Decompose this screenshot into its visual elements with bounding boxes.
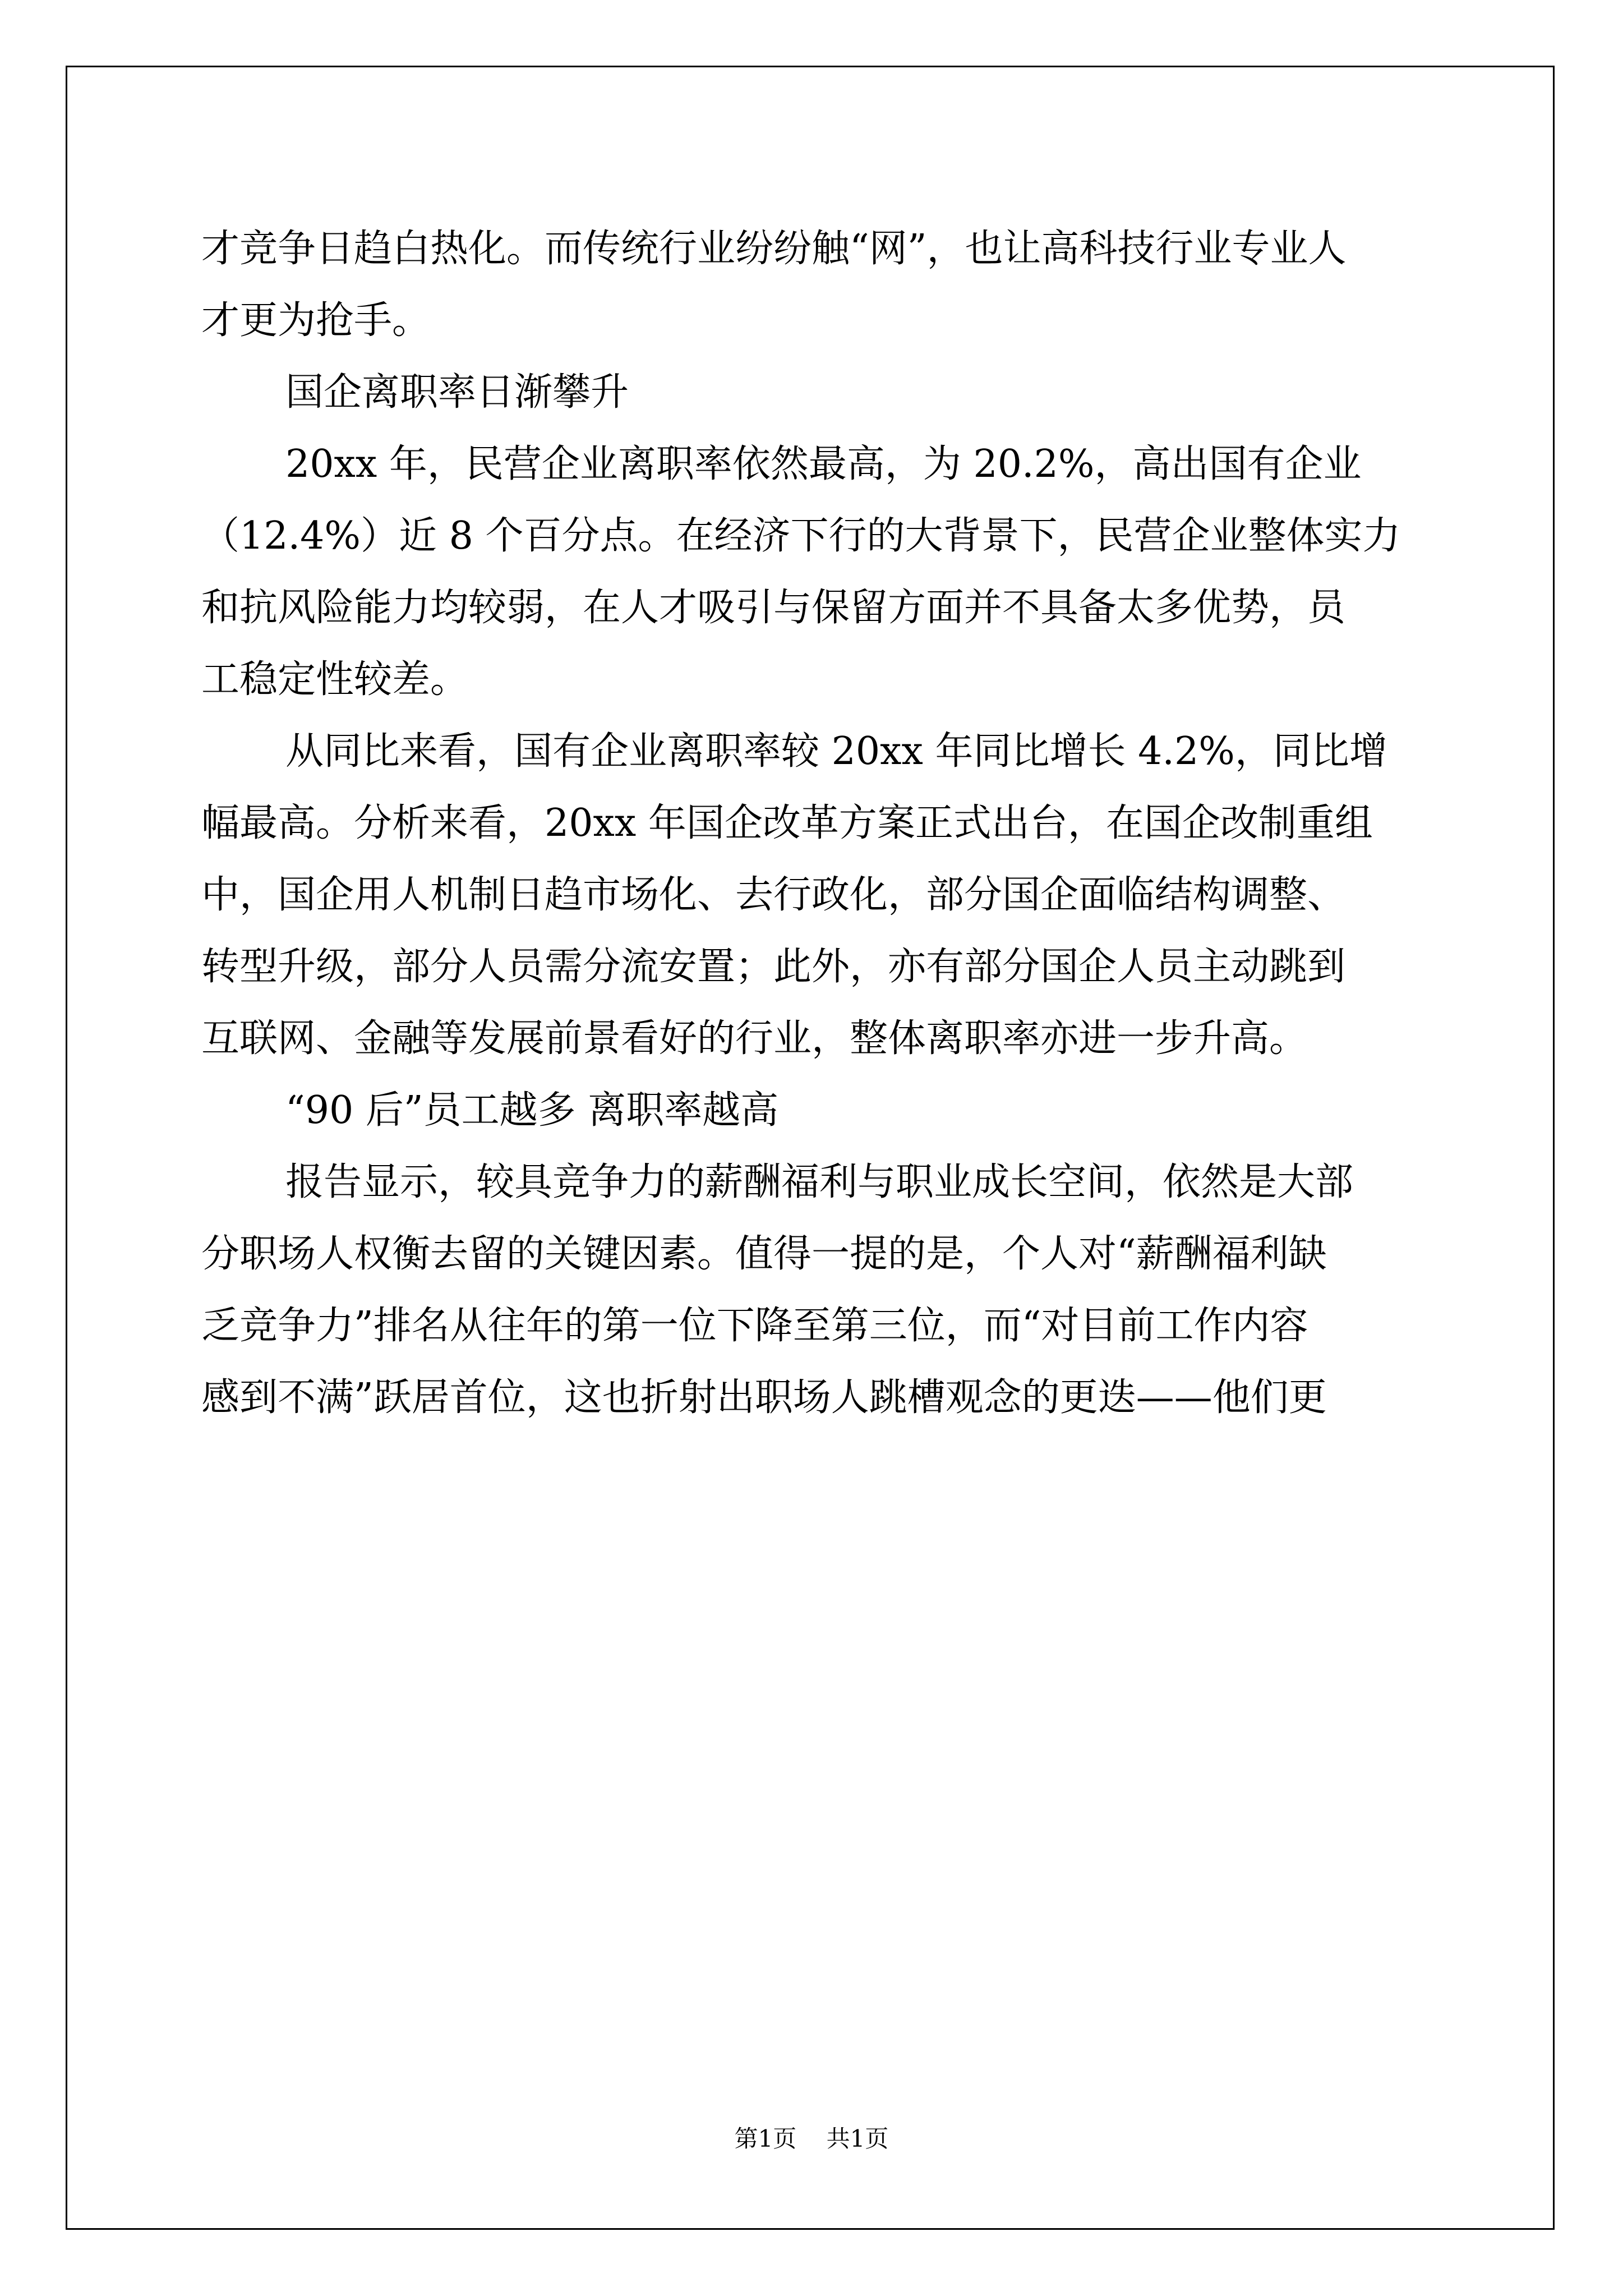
text-line: 和抗风险能力均较弱，在人才吸引与保留方面并不具备太多优势，员: [201, 586, 1346, 630]
text-line: 转型升级，部分人员需分流安置；此外，亦有部分国企人员主动跳到: [201, 945, 1346, 989]
page-number-current: 第1页: [734, 2125, 797, 2152]
section-heading: “90 后”员工越多 离职率越高: [285, 1088, 779, 1133]
text-line: 互联网、金融等发展前景看好的行业，整体离职率亦进一步升高。: [201, 1016, 1308, 1061]
text-line: 从同比来看，国有企业离职率较 20xx 年同比增长 4.2%，同比增: [285, 729, 1387, 774]
page-footer: [0, 2120, 1623, 2154]
text-line: 工稳定性较差。: [201, 657, 469, 702]
document-body: [201, 213, 1435, 1434]
section-heading: 国企离职率日渐攀升: [285, 370, 629, 415]
text-line: 分职场人权衡去留的关键因素。值得一提的是，个人对“薪酬福利缺: [201, 1232, 1327, 1276]
text-line: 才竞争日趋白热化。而传统行业纷纷触“网”，也让高科技行业专业人: [201, 227, 1347, 271]
text-line: （12.4%）近 8 个百分点。在经济下行的大背景下，民营企业整体实力: [201, 514, 1401, 558]
text-line: 中，国企用人机制日趋市场化、去行政化，部分国企面临结构调整、: [201, 873, 1346, 917]
text-line: 报告显示，较具竞争力的薪酬福利与职业成长空间，依然是大部: [285, 1160, 1354, 1204]
text-line: 20xx 年，民营企业离职率依然最高，为 20.2%，高出国有企业: [285, 442, 1362, 486]
text-line: 感到不满”跃居首位，这也折射出职场人跳槽观念的更迭——他们更: [201, 1375, 1327, 1420]
page-number-total: 共1页: [826, 2125, 889, 2152]
text-line: 幅最高。分析来看，20xx 年国企改革方案正式出台，在国企改制重组: [201, 801, 1373, 845]
text-line: 才更为抢手。: [201, 298, 431, 343]
text-line: 乏竞争力”排名从往年的第一位下降至第三位，而“对目前工作内容: [201, 1304, 1308, 1348]
